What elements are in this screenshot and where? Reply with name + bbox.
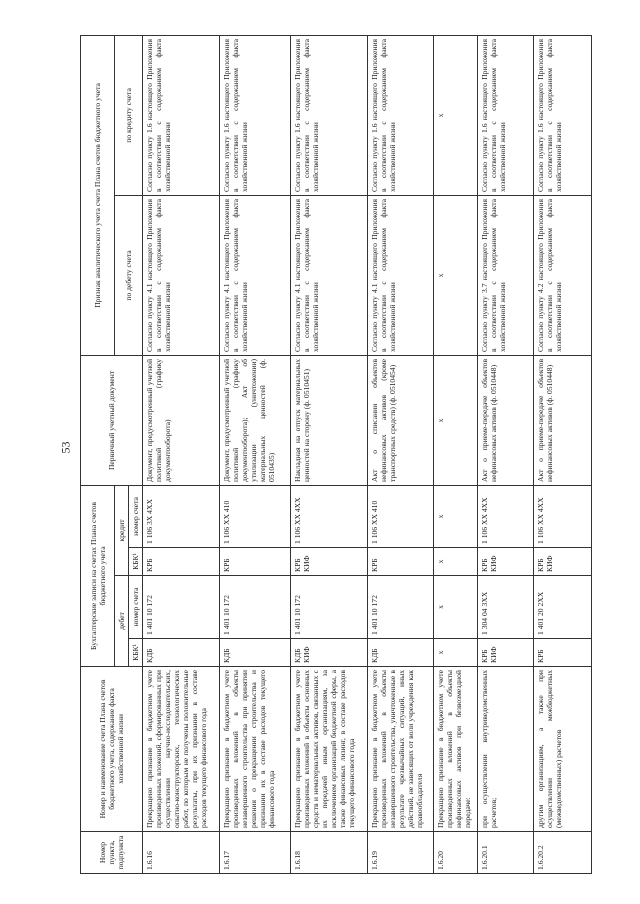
cell-debit-account: 1 401 20 2ХХ: [534, 576, 592, 639]
header-debit-kbk: КБК¹: [129, 639, 143, 667]
cell-analytics-debit: Согласно пункту 4.1 настоящего Приложения в соответствии с содержанием факта хозяйственной жизни: [220, 195, 291, 355]
cell-debit-account: х: [434, 576, 478, 639]
cell-credit-account: 1 106 ХХ 4ХХ: [290, 485, 367, 547]
table-row: [434, 35, 478, 873]
table-row: [220, 35, 291, 873]
cell-num: 1.6.20.1: [478, 832, 534, 874]
cell-debit-kbk: КДБ: [220, 639, 291, 667]
cell-credit-kbk: х: [434, 548, 478, 576]
cell-num: 1.6.19: [368, 832, 434, 874]
cell-description: Прекращено признание в бюджетном учете произведенных вложений в объекты основных средств и нематериальных активов, связанных с их передачей иным организациям, за исключением организаций бюджетной сферы, а также финансовых лизинг, в составе расходов текущего финансового года: [290, 667, 367, 832]
cell-debit-kbk: КДБ: [368, 639, 434, 667]
cell-credit-kbk: КРБ: [220, 548, 291, 576]
cell-analytics-credit: Согласно пункту 1.6 настоящего Приложения в соответствии с содержанием факта хозяйственной жизни: [534, 35, 592, 195]
cell-credit-kbk: КРБ КИФ: [290, 548, 367, 576]
cell-document: х: [434, 355, 478, 485]
cell-num: 1.6.16: [143, 832, 220, 874]
header-entries: Бухгалтерские записи на счетах Плана счетов бюджетного учета: [81, 485, 115, 666]
cell-credit-kbk: КРБ КИФ: [478, 548, 534, 576]
cell-document: Акт о приеме-передаче объектов нефинансовых активов (ф. 0510448): [534, 355, 592, 485]
cell-num: 1.6.17: [220, 832, 291, 874]
cell-description: Прекращено признание в бюджетном учете произведенных вложений, сформированных при осуществлении научно-исследовательских, опытно-конструкторских, технологических работ, по которым не получены положительные результаты, при их признании в составе расходов текущего финансового года: [143, 667, 220, 832]
cell-analytics-credit: Согласно пункту 1.6 настоящего Приложения в соответствии с содержанием факта хозяйственной жизни: [143, 35, 220, 195]
table-body: [143, 35, 592, 873]
table-row: [143, 35, 220, 873]
document-sheet: [80, 36, 592, 874]
table-row: [534, 35, 592, 873]
table-row: [478, 35, 534, 873]
cell-credit-account: 1 106 ХХ 410: [368, 485, 434, 547]
cell-analytics-debit: Согласно пункту 4.1 настоящего Приложения в соответствии с содержанием факта хозяйственной жизни: [143, 195, 220, 355]
cell-analytics-credit: Согласно пункту 1.6 настоящего Приложения в соответствии с содержанием факта хозяйственной жизни: [478, 35, 534, 195]
cell-document: Акт о приеме-передаче объектов нефинансовых активов (ф. 0510448): [478, 355, 534, 485]
header-document: Первичный учетный документ: [81, 355, 143, 485]
cell-credit-account: 1 106 ХХ 4ХХ: [534, 485, 592, 547]
header-account: Номер и наименование счета Плана счетов бюджетного учета, содержание факта хозяйственной жизни: [81, 667, 143, 832]
header-by-debit: по дебету счета: [115, 195, 143, 355]
header-credit-kbk: КБК¹: [129, 548, 143, 576]
cell-credit-account: 1 106 3Х 4ХХ: [143, 485, 220, 547]
cell-credit-account: 1 106 ХХ 4ХХ: [478, 485, 534, 547]
cell-analytics-credit: Согласно пункту 1.6 настоящего Приложения в соответствии с содержанием факта хозяйственной жизни: [290, 35, 367, 195]
header-by-credit: по кредиту счета: [115, 35, 143, 195]
cell-debit-account: 1 401 10 172: [368, 576, 434, 639]
cell-debit-account: 1 401 10 172: [220, 576, 291, 639]
header-num: Номер пункта, подпункта: [81, 832, 143, 874]
page-number: 53: [58, 441, 73, 454]
cell-analytics-debit: Согласно пункту 4.2 настоящего Приложения в соответствии с содержанием факта хозяйственной жизни: [534, 195, 592, 355]
cell-document: Документ, предусмотренный учетной политикой (графику документооборота); Акт об утилизации (уничтожении) материальных ценностей (ф. 0510435): [220, 355, 291, 485]
cell-credit-kbk: КРБ: [368, 548, 434, 576]
cell-credit-kbk: КРБ КИФ: [534, 548, 592, 576]
cell-credit-kbk: КРБ: [143, 548, 220, 576]
cell-debit-kbk: КДБ КИФ: [290, 639, 367, 667]
header-credit: кредит: [115, 485, 129, 575]
header-analytics: Признак аналитического учета счета Плана счетов бюджетного учета: [81, 35, 115, 355]
cell-analytics-debit: х: [434, 195, 478, 355]
cell-debit-account: 1 401 10 172: [143, 576, 220, 639]
cell-description: при осуществлении внутриведомственных расчетов;: [478, 667, 534, 832]
cell-debit-kbk: КРБ КИФ: [478, 639, 534, 667]
accounting-table: [80, 35, 592, 874]
cell-analytics-credit: х: [434, 35, 478, 195]
cell-debit-kbk: КРБ: [534, 639, 592, 667]
cell-document: Документ, предусмотренный учетной политикой (графику документооборота): [143, 355, 220, 485]
header-debit-acc: номер счета: [129, 576, 143, 639]
cell-num: 1.6.18: [290, 832, 367, 874]
header-debit: дебет: [115, 576, 129, 667]
cell-description: Прекращено признание в бюджетном учете произведенных вложений в объекты нефинансовых активов при безвозмездной передаче:: [434, 667, 478, 832]
cell-analytics-credit: Согласно пункту 1.6 настоящего Приложения в соответствии с содержанием факта хозяйственной жизни: [368, 35, 434, 195]
table-row: [368, 35, 434, 873]
cell-description: Прекращено признание в бюджетном учете произведенных вложений в объекты незавершенного строительства, уничтоженные в результате чрезвычайных ситуаций, иных действий, не зависящих от воли учреждения как правообладателя: [368, 667, 434, 832]
cell-credit-account: х: [434, 485, 478, 547]
cell-num: 1.6.20.2: [534, 832, 592, 874]
cell-debit-account: 1 304 04 3ХХ: [478, 576, 534, 639]
cell-analytics-credit: Согласно пункту 1.6 настоящего Приложения в соответствии с содержанием факта хозяйственной жизни: [220, 35, 291, 195]
cell-debit-kbk: КДБ: [143, 639, 220, 667]
cell-analytics-debit: Согласно пункту 4.1 настоящего Приложения в соответствии с содержанием факта хозяйственной жизни: [368, 195, 434, 355]
cell-analytics-debit: Согласно пункту 3.7 настоящего Приложения в соответствии с содержанием факта хозяйственной жизни: [478, 195, 534, 355]
cell-debit-kbk: х: [434, 639, 478, 667]
cell-description: другим организациям, а также при осуществлении межбюджетных (межведомственных) расчетов: [534, 667, 592, 832]
cell-debit-account: 1 401 10 172: [290, 576, 367, 639]
cell-document: Акт о списании объектов нефинансовых активов (кроме транспортных средств) (ф. 0510454): [368, 355, 434, 485]
cell-analytics-debit: Согласно пункту 4.1 настоящего Приложения в соответствии с содержанием факта хозяйственной жизни: [290, 195, 367, 355]
table-row: [290, 35, 367, 873]
cell-document: Накладная на отпуск материальных ценностей на сторону (ф. 0510451): [290, 355, 367, 485]
cell-credit-account: 1 106 ХХ 410: [220, 485, 291, 547]
cell-num: 1.6.20: [434, 832, 478, 874]
cell-description: Прекращено признание в бюджетном учете произведенных вложений в объекты незавершенного строительства при принятии решения о прекращении строительства и признании их в составе расходов текущего финансового года: [220, 667, 291, 832]
header-credit-acc: номер счета: [129, 485, 143, 547]
